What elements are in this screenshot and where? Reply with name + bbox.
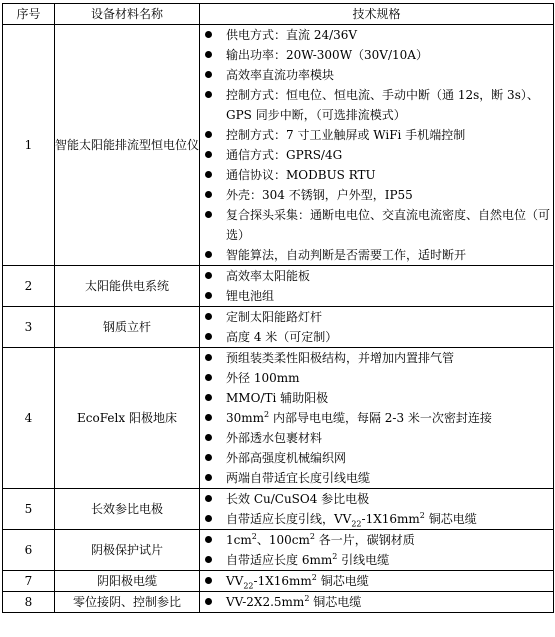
spec-item [200,571,553,591]
row-index: 7 [3,571,55,592]
spec-cell [200,489,554,530]
spec-text-pre: 1cm [226,533,252,547]
equipment-name: 零位接阴、控制参比 [55,592,200,613]
spec-item: 通信方式：GPRS/4G [200,145,553,165]
spec-text-post: 铜芯电缆 [309,595,362,609]
row-index: 3 [3,307,55,348]
spec-item [200,592,553,612]
spec-item [200,408,553,428]
table-row [3,307,554,348]
equipment-name: 长效参比电极 [55,489,200,530]
spec-cell [200,25,554,266]
spec-text-post: -1X16mm [361,512,420,526]
spec-item: 锂电池组 [200,286,553,306]
spec-item: 输出功率：20W-300W（30V/10A） [200,45,553,65]
spec-text-pre: VV-2X2.5mm [226,595,305,609]
spec-item: 复合探头采集：通断电电位、交直流电流密度、自然电位（可选） [200,205,553,245]
spec-item: 高效率直流功率模块 [200,65,553,85]
spec-text-sub: 22 [243,581,254,591]
spec-text-post2: 各一片，碳钢材质 [314,533,415,547]
spec-text-sup: 2 [332,552,338,561]
equipment-name: 阴阳极电缆 [55,571,200,592]
table-row [3,25,554,266]
spec-text-pre: 自带适应长度引线，VV [226,512,352,526]
spec-text-post: -1X16mm [253,574,312,588]
header-row [3,4,554,25]
spec-text-post: 引线电缆 [337,553,390,567]
row-index: 4 [3,348,55,489]
equipment-name: 智能太阳能排流型恒电位仪 [55,25,200,266]
spec-list [200,530,553,570]
spec-item: 长效 Cu/CuSO4 参比电极 [200,489,553,509]
spec-item: 定制太阳能路灯杆 [200,307,553,327]
spec-item [200,550,553,570]
spec-list [200,348,553,488]
equipment-spec-table [2,3,554,613]
spec-text-sup: 2 [264,410,270,419]
spec-text-sub: 22 [351,519,362,529]
row-index: 1 [3,25,55,266]
equipment-name: 阴极保护试片 [55,530,200,571]
row-index: 8 [3,592,55,613]
spec-text-sup: 2 [304,594,310,603]
spec-list [200,489,553,529]
row-index: 2 [3,266,55,307]
spec-item: 高效率太阳能板 [200,266,553,286]
spec-cell [200,266,554,307]
spec-list [200,307,553,347]
header-name: 设备材料名称 [55,4,200,25]
spec-text-sup2: 2 [419,511,425,520]
spec-list [200,266,553,306]
spec-list [200,592,553,612]
spec-item: 控制方式：恒电位、恒电流、手动中断（通 12s，断 3s）、GPS 同步中断，（可选排流模式） [200,85,553,125]
spec-text-pre: 30mm [226,411,265,425]
spec-text-sup2: 2 [311,573,317,582]
table-row [3,592,554,613]
spec-text-post: 内部导电电缆，每隔 2-3 米一次密封连接 [269,411,492,425]
spec-cell [200,530,554,571]
spec-text-post: 、100cm [256,533,310,547]
equipment-name: EcoFelx 阳极地床 [55,348,200,489]
spec-text-post2: 铜芯电缆 [424,512,477,526]
spec-item: 预组装类柔性阳极结构，并增加内置排气管 [200,348,553,368]
spec-cell [200,592,554,613]
spec-text-post2: 铜芯电缆 [316,574,369,588]
spec-text-sup2: 2 [309,532,315,541]
spec-item: 两端自带适宜长度引线电缆 [200,468,553,488]
equipment-name: 钢质立杆 [55,307,200,348]
spec-item: MMO/Ti 辅助阳极 [200,388,553,408]
spec-item: 控制方式：7 寸工业触屏或 WiFi 手机端控制 [200,125,553,145]
spec-text-pre: 自带适应长度 6mm [226,553,333,567]
spec-cell [200,571,554,592]
spec-cell [200,307,554,348]
table-row [3,489,554,530]
spec-item: 外径 100mm [200,368,553,388]
spec-item: 供电方式：直流 24/36V [200,25,553,45]
spec-item [200,509,553,529]
equipment-name: 太阳能供电系统 [55,266,200,307]
spec-list [200,25,553,265]
spec-cell [200,348,554,489]
table-row [3,530,554,571]
spec-item: 外部透水包裹材料 [200,428,553,448]
header-spec: 技术规格 [200,4,554,25]
spec-text-sup: 2 [251,532,257,541]
spec-item: 高度 4 米（可定制） [200,327,553,347]
spec-item [200,530,553,550]
header-index: 序号 [3,4,55,25]
table-row [3,348,554,489]
row-index: 6 [3,530,55,571]
spec-text-pre: VV [226,574,244,588]
table-row [3,571,554,592]
spec-item: 通信协议：MODBUS RTU [200,165,553,185]
spec-item: 外部高强度机械编织网 [200,448,553,468]
table-row [3,266,554,307]
spec-list [200,571,553,591]
row-index: 5 [3,489,55,530]
spec-item: 外壳：304 不锈钢，户外型，IP55 [200,185,553,205]
spec-item: 智能算法，自动判断是否需要工作，适时断开 [200,245,553,265]
